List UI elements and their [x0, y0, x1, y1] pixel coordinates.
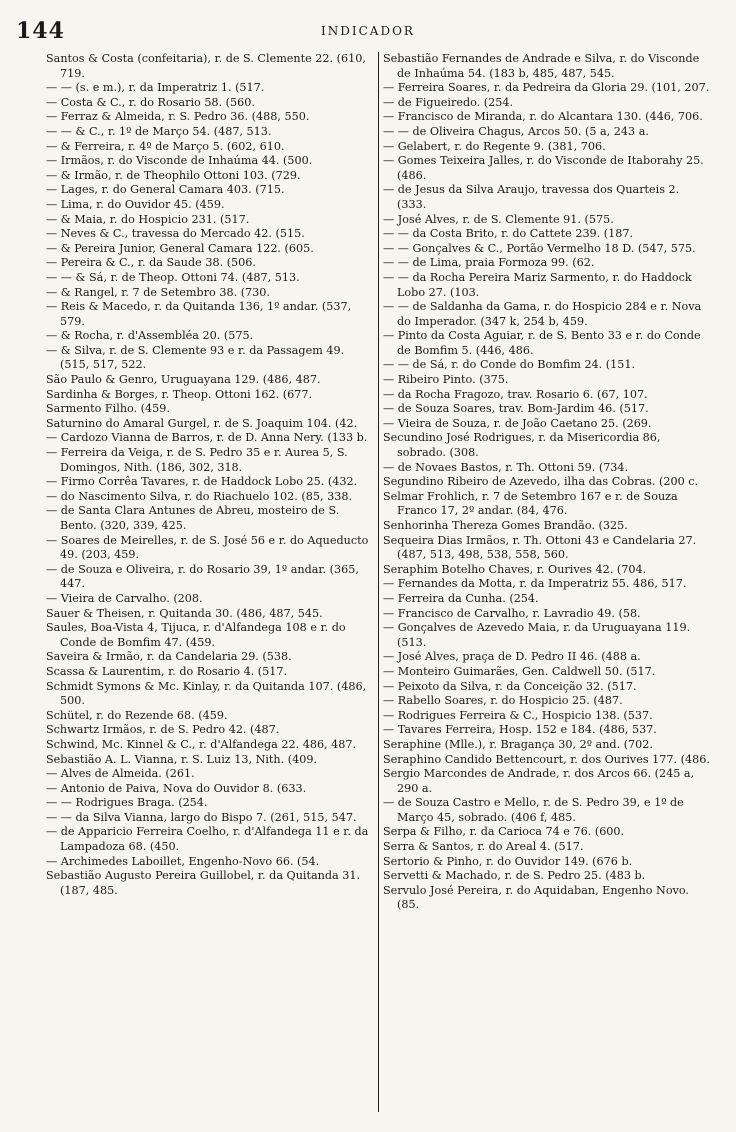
directory-entry: — Irmãos, r. do Visconde de Inhaúma 44. (500. — [46, 154, 313, 168]
directory-entry: — Reis & Macedo, r. da Quitanda 136, 1º andar. (537, 579. — [46, 300, 352, 328]
directory-entry: Schwind, Mc. Kinnel & C., r. d'Alfandega 22. 486, 487. — [46, 737, 357, 751]
directory-entry: — Pinto da Costa Aguiar, r. de S. Bento 33 e r. do Conde de Bomfim 5. (446, 486. — [383, 329, 701, 357]
directory-entry: — de Souza e Oliveira, r. do Rosario 39, 1º andar. (365, 447. — [46, 562, 359, 591]
directory-entry: Serra & Santos, r. do Areal 4. (517. — [383, 840, 584, 854]
directory-entry: — Ribeiro Pinto. (375. — [383, 373, 509, 387]
directory-entry: — da Rocha Fragozo, trav. Rosario 6. (67, 107. — [383, 387, 648, 401]
directory-entry: Secundino José Rodrigues, r. da Misericordia 86, sobrado. (308. — [383, 431, 661, 460]
directory-entry: Seraphim Botelho Chaves, r. Ourives 42. (704. — [383, 562, 647, 576]
directory-entry: — & Irmão, r. de Theophilo Ottoni 103. (729. — [46, 168, 301, 182]
directory-entry: — Antonio de Paiva, Nova do Ouvidor 8. (633. — [46, 781, 307, 795]
left-column — [46, 52, 374, 898]
directory-entry: — de Souza Soares, trav. Bom-Jardim 46. (517. — [383, 402, 649, 416]
directory-entry: — de Novaes Bastos, r. Th. Ottoni 59. (734. — [383, 460, 629, 474]
directory-entry: — Ferreira Soares, r. da Pedreira da Gloria 29. (101, 207. — [383, 81, 710, 95]
directory-entry: — José Alves, r. de S. Clemente 91. (575. — [383, 212, 614, 226]
directory-entry: — Lima, r. do Ouvidor 45. (459. — [46, 197, 225, 211]
directory-entry: Scassa & Laurentim, r. do Rosario 4. (517. — [46, 664, 288, 678]
directory-entry: — Ferraz & Almeida, r. S. Pedro 36. (488, 550. — [46, 110, 310, 124]
directory-entry: — — de Sá, r. do Conde do Bomfim 24. (151. — [383, 358, 636, 372]
directory-entry: — Gonçalves de Azevedo Maia, r. da Uruguayana 119. (513. — [383, 621, 691, 649]
running-title: INDICADOR — [321, 24, 415, 38]
directory-entry: — Tavares Ferreira, Hosp. 152 e 184. (486, 537. — [383, 723, 657, 737]
directory-entry: — Lages, r. do General Camara 403. (715. — [46, 183, 285, 197]
directory-entry: — Costa & C., r. do Rosario 58. (560. — [46, 95, 255, 109]
directory-entry: Schmidt Symons & Mc. Kinlay, r. da Quitanda 107. (486, 500. — [46, 679, 367, 708]
directory-entry: — & Maia, r. do Hospicio 231. (517. — [46, 212, 250, 226]
directory-entry: — Rabello Soares, r. do Hospicio 25. (487. — [383, 694, 623, 708]
directory-entry: — — de Lima, praia Formoza 99. (62. — [383, 256, 595, 270]
page-header — [16, 18, 720, 48]
right-column — [383, 52, 711, 913]
directory-entry: — de Santa Clara Antunes de Abreu, mosteiro de S. Bento. (320, 339, 425. — [46, 504, 340, 532]
directory-entry: — Archimedes Laboillet, Engenho-Novo 66. (54. — [46, 854, 320, 868]
directory-entry: — Fernandes da Motta, r. da Imperatriz 55. 486, 517. — [383, 577, 687, 591]
directory-entry: Sebastião A. L. Vianna, r. S. Luiz 13, Nith. (409. — [46, 752, 318, 766]
directory-entry: — Francisco de Miranda, r. do Alcantara 130. (446, 706. — [383, 110, 703, 124]
directory-entry: — — de Saldanha da Gama, r. do Hospicio 284 e r. Nova do Imperador. (347 k, 254 b, 459. — [383, 300, 702, 328]
directory-entry: — Peixoto da Silva, r. da Conceição 32. (517. — [383, 679, 637, 693]
directory-entry: — & Ferreira, r. 4º de Março 5. (602, 610. — [46, 139, 285, 153]
directory-entry: — Alves de Almeida. (261. — [46, 767, 195, 781]
directory-entry: São Paulo & Genro, Uruguayana 129. (486, 487. — [46, 373, 321, 387]
directory-entry: — — (s. e m.), r. da Imperatriz 1. (517. — [46, 81, 265, 95]
directory-entry: — Vieira de Souza, r. de João Caetano 25. (269. — [383, 416, 652, 430]
directory-entry: — Ferreira da Veiga, r. de S. Pedro 35 e r. Aurea 5, S. Domingos, Nith. (186, 302, 318. — [46, 446, 348, 474]
directory-entry: — Firmo Corrêa Tavares, r. de Haddock Lobo 25. (432. — [46, 475, 358, 489]
directory-entry: — & Rocha, r. d'Assembléa 20. (575. — [46, 329, 254, 343]
directory-entry: — Ferreira da Cunha. (254. — [383, 591, 539, 605]
directory-entry: — Rodrigues Ferreira & C., Hospicio 138. (537. — [383, 708, 653, 722]
directory-entry: Sequeira Dias Irmãos, r. Th. Ottoni 43 e Candelaria 27. (487, 513, 498, 538, 558, 560. — [383, 533, 697, 562]
directory-entry: Saveira & Irmão, r. da Candelaria 29. (538. — [46, 650, 292, 664]
directory-entry: — — Rodrigues Braga. (254. — [46, 796, 208, 810]
column-divider — [378, 52, 379, 1112]
directory-entry: — Monteiro Guimarães, Gen. Caldwell 50. (517. — [383, 664, 656, 678]
directory-entry: — Francisco de Carvalho, r. Lavradio 49. (58. — [383, 606, 641, 620]
directory-entry: — — da Rocha Pereira Mariz Sarmento, r. do Haddock Lobo 27. (103. — [383, 270, 692, 299]
directory-entry: — Gelabert, r. do Regente 9. (381, 706. — [383, 139, 606, 153]
directory-entry: — Gomes Teixeira Jalles, r. do Visconde de Itaborahy 25. (486. — [383, 154, 704, 182]
directory-entry: — Pereira & C., r. da Saude 38. (506. — [46, 256, 256, 270]
directory-entry: Segundino Ribeiro de Azevedo, ilha das Cobras. (200 c. — [383, 475, 699, 489]
directory-entry: — do Nascimento Silva, r. do Riachuelo 102. (85, 338. — [46, 489, 352, 503]
directory-entry: Serpa & Filho, r. da Carioca 74 e 76. (600. — [383, 825, 625, 839]
directory-entry: Sebastião Augusto Pereira Guillobel, r. da Quitanda 31. (187, 485. — [46, 869, 361, 897]
directory-entry: — Cardozo Vianna de Barros, r. de D. Anna Nery. (133 b. — [46, 431, 368, 445]
directory-entry: Seraphine (Mlle.), r. Bragança 30, 2º and. (702. — [383, 737, 653, 751]
directory-entry: Seraphino Candido Bettencourt, r. dos Ourives 177. (486. — [383, 752, 710, 766]
directory-entry: Santos & Costa (confeitaria), r. de S. Clemente 22. (610, 719. — [46, 52, 366, 80]
directory-entry: — de Jesus da Silva Araujo, travessa dos Quarteis 2. (333. — [383, 183, 680, 211]
directory-entry: — de Apparicio Ferreira Coelho, r. d'Alfandega 11 e r. da Lampadoza 68. (450. — [46, 825, 369, 854]
directory-entry: Servulo José Pereira, r. do Aquidaban, Engenho Novo. (85. — [383, 883, 689, 912]
directory-entry: Saturnino do Amaral Gurgel, r. de S. Joaquim 104. (42. — [46, 416, 358, 430]
directory-entry: — de Figueiredo. (254. — [383, 95, 514, 109]
directory-entry: — & Silva, r. de S. Clemente 93 e r. da Passagem 49. (515, 517, 522. — [46, 343, 345, 372]
directory-entry: Sergio Marcondes de Andrade, r. dos Arcos 66. (245 a, 290 a. — [383, 767, 695, 795]
directory-entry: — & Rangel, r. 7 de Setembro 38. (730. — [46, 285, 270, 299]
page-number: 144 — [16, 18, 65, 44]
directory-entry: Selmar Frohlich, r. 7 de Setembro 167 e r. de Souza Franco 17, 2º andar. (84, 476. — [383, 489, 678, 518]
directory-entry: — de Souza Castro e Mello, r. de S. Pedro 39, e 1º de Março 45, sobrado. (406 f, 485. — [383, 796, 684, 824]
directory-entry: — Soares de Meirelles, r. de S. José 56 e r. do Aqueducto 49. (203, 459. — [46, 533, 369, 562]
directory-entry: — — da Silva Vianna, largo do Bispo 7. (261, 515, 547. — [46, 810, 357, 824]
directory-entry: Saules, Boa-Vista 4, Tijuca, r. d'Alfandega 108 e r. do Conde de Bomfim 47. (459. — [46, 621, 346, 649]
directory-entry: Sarmento Filho. (459. — [46, 402, 170, 416]
directory-entry: Sardinha & Borges, r. Theop. Ottoni 162. (677. — [46, 387, 313, 401]
directory-entry: — Vieira de Carvalho. (208. — [46, 591, 203, 605]
directory-entry: — — da Costa Brito, r. do Cattete 239. (187. — [383, 227, 634, 241]
directory-entry: — José Alves, praça de D. Pedro II 46. (488 a. — [383, 650, 641, 664]
directory-entry: Sauer & Theisen, r. Quitanda 30. (486, 487, 545. — [46, 606, 323, 620]
directory-entry: Sebastião Fernandes de Andrade e Silva, r. do Visconde de Inhaúma 54. (183 b, 485, 487, 545. — [383, 52, 700, 80]
directory-entry: Servetti & Machado, r. de S. Pedro 25. (483 b. — [383, 869, 646, 883]
directory-entry: Schwartz Irmãos, r. de S. Pedro 42. (487. — [46, 723, 280, 737]
directory-entry: Sertorio & Pinho, r. do Ouvidor 149. (676 b. — [383, 854, 633, 868]
directory-entry: — & Pereira Junior, General Camara 122. (605. — [46, 241, 314, 255]
directory-entry: — — de Oliveira Chagus, Arcos 50. (5 a, 243 a. — [383, 124, 649, 138]
directory-entry: — — & Sá, r. de Theop. Ottoni 74. (487, 513. — [46, 270, 300, 284]
directory-entry: — — & C., r. 1º de Março 54. (487, 513. — [46, 124, 272, 138]
directory-entry: Senhorinha Thereza Gomes Brandão. (325. — [383, 519, 628, 532]
directory-entry: — — Gonçalves & C., Portão Vermelho 18 D. (547, 575. — [383, 241, 696, 255]
directory-entry: — Neves & C., travessa do Mercado 42. (515. — [46, 227, 305, 241]
directory-entry: Schütel, r. do Rezende 68. (459. — [46, 708, 228, 722]
